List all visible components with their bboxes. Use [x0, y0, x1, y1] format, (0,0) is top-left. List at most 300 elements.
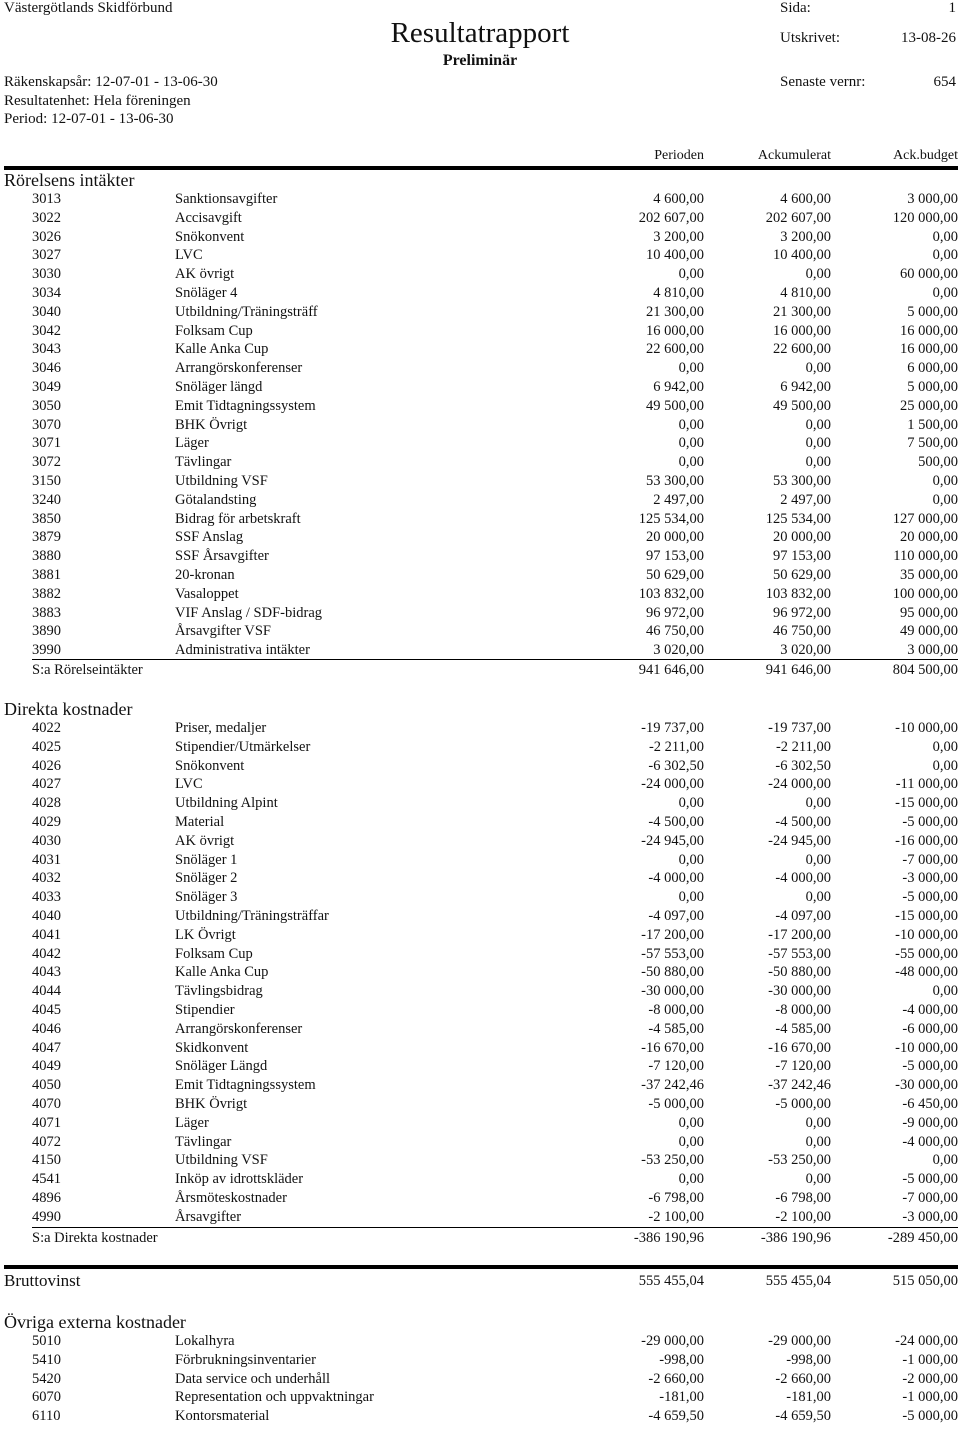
value-period: 0,00: [678, 889, 704, 906]
value-accumulated: 53 300,00: [773, 473, 831, 489]
account-number: 4031: [32, 851, 61, 868]
account-row: [0, 190, 960, 209]
account-row: [0, 322, 960, 341]
sum-budget: 804 500,00: [892, 662, 958, 678]
value-budget: -55 000,00: [895, 945, 958, 962]
account-name: Data service och underhåll: [175, 1370, 330, 1387]
account-name: Snöläger 4: [175, 285, 238, 301]
account-row: [0, 622, 960, 641]
account-number: 4040: [32, 908, 61, 924]
account-name: Götalandsting: [175, 491, 257, 508]
value-accumulated: 46 750,00: [773, 623, 831, 640]
value-budget: 60 000,00: [900, 266, 958, 283]
value-budget: 500,00: [918, 454, 958, 471]
value-period: -2 660,00: [648, 1370, 704, 1387]
value-accumulated: 0,00: [805, 266, 831, 283]
value-accumulated: 0,00: [805, 1114, 831, 1131]
account-number: 4030: [32, 832, 61, 849]
account-number: 3040: [32, 303, 61, 320]
account-row: [0, 641, 960, 660]
sum-label: S:a Rörelseintäkter: [32, 662, 143, 678]
account-number: 3050: [32, 397, 61, 414]
account-row: [0, 1151, 960, 1170]
value-accumulated: -4 097,00: [775, 908, 831, 924]
account-name: Kalle Anka Cup: [175, 341, 269, 358]
account-name: SSF Anslag: [175, 529, 244, 546]
value-period: 46 750,00: [646, 623, 704, 640]
account-row: [0, 303, 960, 322]
value-accumulated: -7 120,00: [775, 1058, 831, 1075]
value-accumulated: -16 670,00: [768, 1039, 831, 1056]
column-header-budget: Ack.budget: [893, 148, 958, 163]
value-period: 0,00: [678, 1171, 704, 1188]
value-accumulated: 0,00: [805, 1133, 831, 1150]
account-name: Utbildning Alpint: [175, 795, 278, 812]
column-header-period: Perioden: [654, 148, 704, 163]
value-budget: 100 000,00: [892, 585, 958, 602]
value-budget: 0,00: [932, 757, 958, 774]
page-label: Sida:: [780, 0, 811, 16]
account-number: 5010: [32, 1333, 61, 1349]
account-row: [0, 738, 960, 757]
last-vernr-label: Senaste vernr:: [780, 74, 866, 90]
value-accumulated: -24 000,00: [768, 776, 831, 793]
account-number: 4041: [32, 926, 61, 943]
report-title: Resultatrapport: [390, 17, 570, 49]
value-accumulated: -2 660,00: [775, 1370, 831, 1387]
account-number: 4043: [32, 964, 61, 981]
value-budget: -9 000,00: [902, 1114, 958, 1131]
value-period: 0,00: [678, 360, 704, 377]
gross-profit-budget: 515 050,00: [892, 1273, 958, 1289]
account-number: 3046: [32, 360, 61, 377]
value-accumulated: 16 000,00: [773, 322, 831, 339]
value-period: 202 607,00: [638, 209, 704, 226]
account-name: Årsavgifter VSF: [175, 623, 271, 640]
account-name: AK övrigt: [175, 832, 235, 849]
sum-label: S:a Direkta kostnader: [32, 1230, 158, 1246]
value-budget: -16 000,00: [895, 832, 958, 849]
account-name: Stipendier: [175, 1002, 235, 1018]
sum-accumulated: 941 646,00: [765, 662, 831, 678]
value-period: 2 497,00: [653, 491, 704, 508]
value-accumulated: -5 000,00: [775, 1096, 831, 1112]
value-accumulated: 0,00: [805, 416, 831, 433]
account-name: Emit Tidtagningssystem: [175, 1077, 316, 1094]
account-row: [0, 1039, 960, 1058]
value-period: 0,00: [678, 416, 704, 433]
value-accumulated: -17 200,00: [768, 926, 831, 943]
value-accumulated: -4 585,00: [775, 1020, 831, 1037]
account-number: 4896: [32, 1190, 61, 1206]
account-name: BHK Övrigt: [175, 416, 248, 433]
value-accumulated: 2 497,00: [780, 491, 831, 508]
value-budget: -7 000,00: [902, 1190, 958, 1206]
value-accumulated: 22 600,00: [773, 341, 831, 358]
value-period: 6 942,00: [653, 379, 704, 395]
account-row: [0, 926, 960, 945]
value-accumulated: -50 880,00: [768, 964, 831, 981]
value-period: 50 629,00: [646, 567, 704, 583]
account-number: 6110: [32, 1408, 61, 1425]
account-name: Arrangörskonferenser: [175, 360, 303, 377]
value-period: -4 659,50: [648, 1408, 704, 1425]
account-number: 3240: [32, 491, 61, 508]
value-budget: -6 450,00: [902, 1096, 958, 1112]
value-period: -2 100,00: [648, 1208, 704, 1225]
column-header-accumulated: Ackumulerat: [757, 148, 831, 163]
account-name: Vasaloppet: [175, 585, 239, 602]
account-name: Tävlingar: [175, 1133, 232, 1150]
value-period: -6 302,50: [648, 757, 704, 774]
value-budget: 49 000,00: [900, 623, 958, 640]
account-row: [0, 1114, 960, 1133]
value-budget: -10 000,00: [895, 720, 958, 736]
account-name: Skidkonvent: [175, 1039, 249, 1056]
account-number: 3882: [32, 585, 61, 602]
value-period: -5 000,00: [648, 1096, 704, 1112]
value-accumulated: -998,00: [786, 1351, 831, 1368]
value-accumulated: 0,00: [805, 435, 831, 452]
period-range: Period: 12-07-01 - 13-06-30: [4, 111, 174, 127]
account-name: Tävlingsbidrag: [175, 983, 263, 1000]
value-period: -53 250,00: [641, 1152, 704, 1169]
value-period: 4 810,00: [653, 285, 704, 301]
value-accumulated: 21 300,00: [773, 303, 831, 320]
value-budget: 0,00: [932, 983, 958, 1000]
account-row: [0, 1208, 960, 1227]
account-name: Representation och uppvaktningar: [175, 1389, 374, 1406]
account-name: Emit Tidtagningssystem: [175, 397, 316, 414]
value-accumulated: 0,00: [805, 454, 831, 471]
account-row: [0, 416, 960, 435]
value-budget: -15 000,00: [895, 908, 958, 924]
value-accumulated: -2 100,00: [775, 1208, 831, 1225]
value-budget: -10 000,00: [895, 1039, 958, 1056]
account-row: [0, 1407, 960, 1426]
account-name: Folksam Cup: [175, 322, 253, 339]
value-accumulated: 0,00: [805, 360, 831, 377]
value-budget: -4 000,00: [902, 1133, 958, 1150]
account-number: 4033: [32, 889, 61, 906]
account-number: 3042: [32, 322, 61, 339]
value-budget: 110 000,00: [893, 548, 958, 565]
account-name: Snöläger längd: [175, 379, 263, 395]
value-period: -57 553,00: [641, 945, 704, 962]
section-direct-costs: Direkta kostnader: [4, 699, 133, 719]
value-budget: -3 000,00: [902, 870, 958, 887]
gross-profit-row: [0, 1270, 960, 1292]
account-row: [0, 453, 960, 472]
value-accumulated: -29 000,00: [768, 1333, 831, 1349]
account-name: Kalle Anka Cup: [175, 964, 269, 981]
value-accumulated: -30 000,00: [768, 983, 831, 1000]
account-row: [0, 566, 960, 585]
value-budget: 16 000,00: [900, 341, 958, 358]
value-period: 0,00: [678, 1133, 704, 1150]
account-row: [0, 359, 960, 378]
account-name: Utbildning VSF: [175, 473, 268, 489]
account-name: Administrativa intäkter: [175, 642, 310, 659]
value-budget: -6 000,00: [902, 1020, 958, 1037]
value-budget: -4 000,00: [902, 1002, 958, 1018]
value-period: 0,00: [678, 435, 704, 452]
account-number: 4029: [32, 814, 61, 830]
value-budget: 1 500,00: [907, 416, 958, 433]
section-other-external: Övriga externa kostnader: [4, 1312, 186, 1332]
account-name: Stipendier/Utmärkelser: [175, 738, 311, 755]
account-number: 3879: [32, 529, 61, 546]
value-period: -19 737,00: [641, 720, 704, 736]
account-number: 4022: [32, 720, 61, 736]
account-number: 4990: [32, 1208, 61, 1225]
printed-label: Utskrivet:: [780, 30, 840, 46]
account-row: [0, 907, 960, 926]
value-accumulated: 97 153,00: [773, 548, 831, 565]
account-name: VIF Anslag / SDF-bidrag: [175, 604, 323, 621]
account-number: 4072: [32, 1133, 61, 1150]
value-budget: -5 000,00: [902, 1058, 958, 1075]
account-row: [0, 757, 960, 776]
account-number: 3071: [32, 435, 61, 452]
account-row: [0, 1095, 960, 1114]
account-number: 4042: [32, 945, 61, 962]
account-number: 4150: [32, 1152, 61, 1169]
value-period: 53 300,00: [646, 473, 704, 489]
account-row: [0, 284, 960, 303]
value-period: -50 880,00: [641, 964, 704, 981]
account-name: Förbrukningsinventarier: [175, 1351, 316, 1368]
gross-profit-rule: [4, 1265, 958, 1269]
value-budget: 35 000,00: [900, 567, 958, 583]
account-name: Snöläger Längd: [175, 1058, 268, 1075]
account-row: [0, 1332, 960, 1351]
value-accumulated: 0,00: [805, 1171, 831, 1188]
value-budget: -7 000,00: [902, 851, 958, 868]
account-name: Snöläger 3: [175, 889, 238, 906]
value-period: 0,00: [678, 795, 704, 812]
value-accumulated: -181,00: [786, 1389, 831, 1406]
account-number: 3013: [32, 191, 61, 207]
account-row: [0, 832, 960, 851]
value-period: 21 300,00: [646, 303, 704, 320]
value-accumulated: 0,00: [805, 795, 831, 812]
value-budget: 0,00: [932, 491, 958, 508]
value-accumulated: 4 810,00: [780, 285, 831, 301]
value-budget: -3 000,00: [902, 1208, 958, 1225]
value-period: -16 670,00: [641, 1039, 704, 1056]
sum-period: 941 646,00: [638, 662, 704, 678]
account-name: LVC: [175, 776, 203, 793]
account-name: Bidrag för arbetskraft: [175, 510, 301, 527]
value-period: -24 945,00: [641, 832, 704, 849]
account-number: 3881: [32, 567, 61, 583]
value-budget: 0,00: [932, 285, 958, 301]
value-budget: -5 000,00: [902, 1408, 958, 1425]
account-number: 4071: [32, 1114, 61, 1131]
value-accumulated: 50 629,00: [773, 567, 831, 583]
account-row: [0, 1057, 960, 1076]
account-name: BHK Övrigt: [175, 1096, 248, 1112]
account-row: [0, 340, 960, 359]
account-number: 4047: [32, 1039, 61, 1056]
account-name: Utbildning VSF: [175, 1152, 268, 1169]
account-number: 4032: [32, 870, 61, 887]
account-number: 4050: [32, 1077, 61, 1094]
account-row: [0, 1133, 960, 1152]
account-number: 4046: [32, 1020, 61, 1037]
account-row: [0, 963, 960, 982]
gross-profit-label: Bruttovinst: [4, 1271, 81, 1290]
value-accumulated: 3 200,00: [780, 228, 831, 245]
value-accumulated: -4 000,00: [775, 870, 831, 887]
account-number: 3072: [32, 454, 61, 471]
account-number: 4044: [32, 983, 61, 1000]
account-row: [0, 228, 960, 247]
gross-profit-accumulated: 555 455,04: [765, 1273, 831, 1289]
sum-accumulated: -386 190,96: [760, 1230, 831, 1246]
value-period: -6 798,00: [648, 1190, 704, 1206]
account-name: Material: [175, 814, 225, 830]
report-subtitle: Preliminär: [442, 52, 518, 69]
value-period: -4 000,00: [648, 870, 704, 887]
value-accumulated: -6 798,00: [775, 1190, 831, 1206]
value-period: -29 000,00: [641, 1333, 704, 1349]
account-row: [0, 528, 960, 547]
account-number: 5420: [32, 1370, 61, 1387]
value-budget: 16 000,00: [900, 322, 958, 339]
value-accumulated: 3 020,00: [780, 642, 831, 659]
account-row: [0, 1020, 960, 1039]
value-accumulated: 4 600,00: [780, 191, 831, 207]
value-accumulated: -4 500,00: [775, 814, 831, 830]
account-number: 3043: [32, 341, 61, 358]
value-budget: 0,00: [932, 473, 958, 489]
value-period: -4 097,00: [648, 908, 704, 924]
value-budget: -1 000,00: [902, 1389, 958, 1406]
value-accumulated: -6 302,50: [775, 757, 831, 774]
value-accumulated: 0,00: [805, 851, 831, 868]
value-period: -24 000,00: [641, 776, 704, 793]
value-budget: 25 000,00: [900, 397, 958, 414]
account-row: [0, 982, 960, 1001]
account-name: Årsavgifter: [175, 1208, 242, 1225]
account-number: 4027: [32, 776, 61, 793]
account-number: 4045: [32, 1002, 61, 1018]
value-budget: -24 000,00: [895, 1333, 958, 1349]
value-budget: 5 000,00: [907, 303, 958, 320]
value-budget: -15 000,00: [895, 795, 958, 812]
sum-income: [0, 660, 960, 680]
value-budget: 7 500,00: [907, 435, 958, 452]
value-period: 0,00: [678, 851, 704, 868]
account-row: [0, 851, 960, 870]
account-row: [0, 397, 960, 416]
account-name: Utbildning/Träningsträff: [175, 303, 318, 320]
account-row: [0, 1170, 960, 1189]
account-name: Läger: [175, 435, 209, 452]
account-number: 3890: [32, 623, 61, 640]
value-accumulated: 6 942,00: [780, 379, 831, 395]
value-period: 125 534,00: [638, 510, 704, 527]
account-row: [0, 491, 960, 510]
account-row: [0, 888, 960, 907]
account-row: [0, 1370, 960, 1389]
account-number: 3026: [32, 228, 61, 245]
last-vernr-value: 654: [933, 74, 956, 90]
value-period: 4 600,00: [653, 191, 704, 207]
account-row: [0, 813, 960, 832]
account-number: 6070: [32, 1389, 61, 1406]
value-period: 103 832,00: [638, 585, 704, 602]
sum-budget: -289 450,00: [887, 1230, 958, 1246]
account-name: 20-kronan: [175, 567, 235, 583]
value-period: 10 400,00: [646, 247, 704, 264]
account-number: 3034: [32, 285, 61, 301]
value-budget: -1 000,00: [902, 1351, 958, 1368]
value-period: -7 120,00: [648, 1058, 704, 1075]
account-row: [0, 547, 960, 566]
account-row: [0, 1076, 960, 1095]
account-row: [0, 1189, 960, 1208]
account-row: [0, 945, 960, 964]
account-number: 3990: [32, 642, 61, 659]
value-accumulated: 10 400,00: [773, 247, 831, 264]
account-row: [0, 246, 960, 265]
value-accumulated: 125 534,00: [765, 510, 831, 527]
sum-direct-costs: [0, 1228, 960, 1248]
account-name: LVC: [175, 247, 203, 264]
account-name: Tävlingar: [175, 454, 232, 471]
account-row: [0, 378, 960, 397]
account-row: [0, 604, 960, 623]
value-period: 20 000,00: [646, 529, 704, 546]
account-name: Snöläger 2: [175, 870, 238, 887]
page-value: 1: [948, 0, 956, 16]
account-number: 4070: [32, 1096, 61, 1112]
account-name: SSF Årsavgifter: [175, 548, 269, 565]
value-budget: 95 000,00: [900, 604, 958, 621]
value-period: 3 200,00: [653, 228, 704, 245]
value-budget: 3 000,00: [907, 191, 958, 207]
value-period: -17 200,00: [641, 926, 704, 943]
value-budget: -11 000,00: [895, 776, 958, 793]
value-budget: -48 000,00: [895, 964, 958, 981]
value-budget: 5 000,00: [907, 379, 958, 395]
value-period: 16 000,00: [646, 322, 704, 339]
account-number: 3850: [32, 510, 61, 527]
account-row: [0, 510, 960, 529]
account-number: 4541: [32, 1171, 61, 1188]
value-accumulated: -53 250,00: [768, 1152, 831, 1169]
value-period: 0,00: [678, 266, 704, 283]
account-number: 4026: [32, 757, 61, 774]
value-period: -998,00: [659, 1351, 704, 1368]
value-period: -4 500,00: [648, 814, 704, 830]
account-name: Utbildning/Träningsträffar: [175, 908, 329, 924]
account-row: [0, 1388, 960, 1407]
value-budget: 0,00: [932, 228, 958, 245]
account-number: 3880: [32, 548, 61, 565]
account-number: 3030: [32, 266, 61, 283]
value-period: -30 000,00: [641, 983, 704, 1000]
account-row: [0, 1351, 960, 1370]
account-name: Läger: [175, 1114, 209, 1131]
account-name: LK Övrigt: [175, 926, 236, 943]
account-name: Folksam Cup: [175, 945, 253, 962]
value-budget: 6 000,00: [907, 360, 958, 377]
value-period: -37 242,46: [641, 1077, 704, 1094]
